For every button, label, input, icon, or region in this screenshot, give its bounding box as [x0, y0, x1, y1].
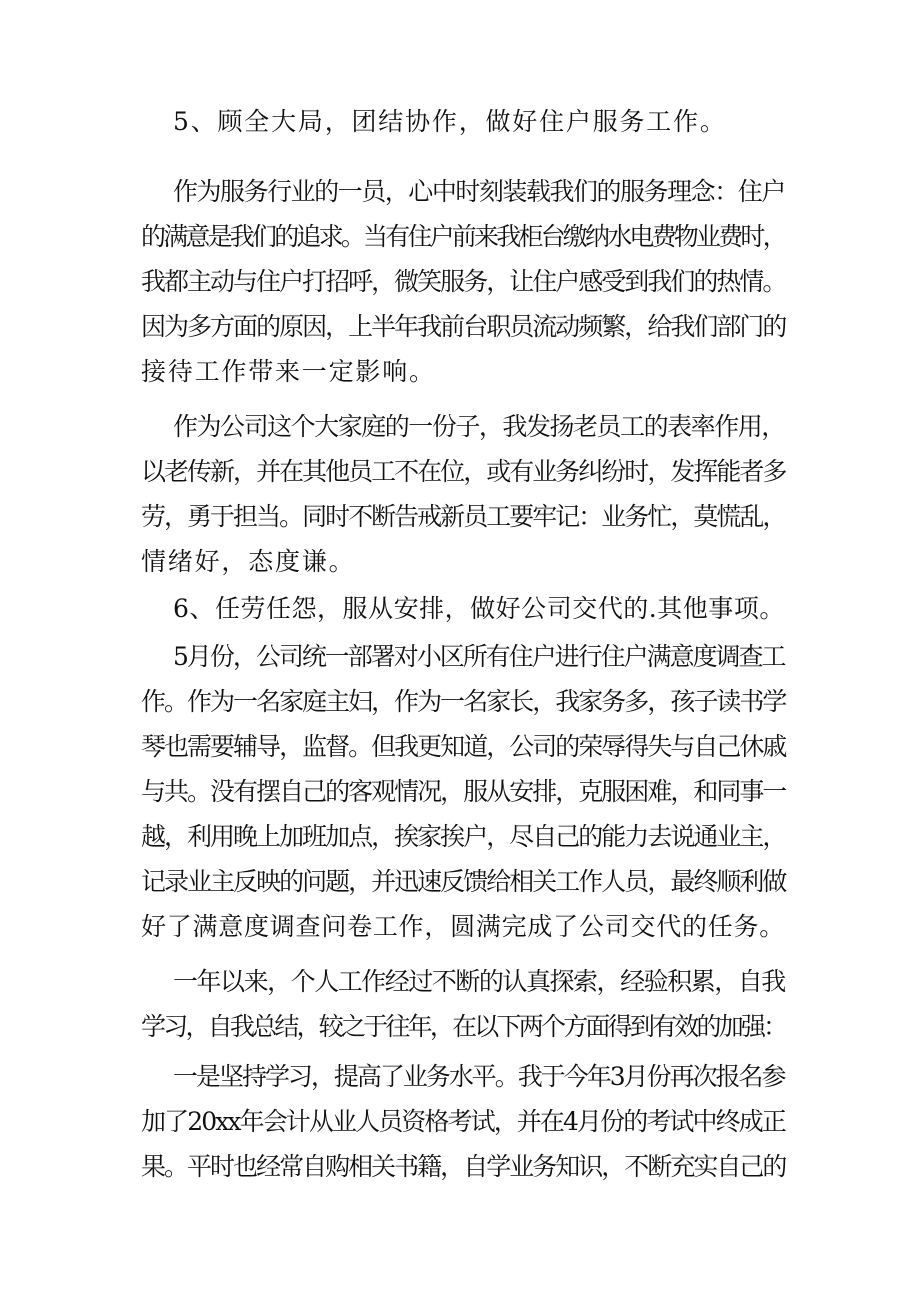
paragraph-line: 以老传新，并在其他员工不在位，或有业务纠纷时，发挥能者多 [141, 457, 786, 486]
section-heading-5: 5、顾全大局，团结协作，做好住户服务工作。 [173, 107, 727, 136]
paragraph-line: 记录业主反映的问题，并迅速反馈给相关工作人员，最终顺利做 [141, 867, 786, 896]
paragraph-line: 我都主动与住户打招呼，微笑服务，让住户感受到我们的热情。 [141, 267, 786, 296]
paragraph-line: 琴也需要辅导，监督。但我更知道，公司的荣辱得失与自己休戚 [141, 732, 786, 761]
paragraph-line: 的满意是我们的追求。当有住户前来我柜台缴纳水电费物业费时， [141, 222, 785, 251]
paragraph-line: 作为公司这个大家庭的一份子，我发扬老员工的表率作用， [173, 412, 785, 441]
paragraph-line: 加了20xx年会计从业人员资格考试，并在4月份的考试中终成正 [141, 1107, 785, 1136]
paragraph-line: 5月份，公司统一部署对小区所有住户进行住户满意度调查工 [173, 642, 785, 671]
paragraph-line: 作。作为一名家庭主妇，作为一名家长，我家务多，孩子读书学 [141, 687, 786, 716]
paragraph-line: 越，利用晚上加班加点，挨家挨户，尽自己的能力去说通业主， [141, 822, 786, 851]
paragraph-line: 因为多方面的原因，上半年我前台职员流动频繁，给我们部门的 [141, 312, 786, 341]
paragraph-line: 接待工作带来一定影响。 [141, 357, 436, 386]
paragraph-line: 情绪好，态度谦。 [141, 547, 356, 576]
paragraph-line: 作为服务行业的一员，心中时刻装载我们的服务理念：住户 [173, 177, 785, 206]
paragraph-line: 学习，自我总结，较之于往年，在以下两个方面得到有效的加强： [141, 1012, 786, 1041]
paragraph-line: 一是坚持学习，提高了业务水平。我于今年3月份再次报名参 [173, 1062, 785, 1091]
paragraph-line: 果。平时也经常自购相关书籍，自学业务知识，不断充实自己的 [141, 1152, 786, 1181]
paragraph-line: 劳，勇于担当。同时不断告戒新员工要牢记：业务忙，莫慌乱， [141, 502, 786, 531]
section-heading-6: 6、任劳任怨，服从安排，做好公司交代的.其他事项。 [173, 594, 785, 623]
paragraph-line: 一年以来，个人工作经过不断的认真探索，经验积累，自我 [173, 967, 785, 996]
paragraph-line: 与共。没有摆自己的客观情况，服从安排，克服困难，和同事一 [141, 777, 786, 806]
paragraph-line: 好了满意度调查问卷工作，圆满完成了公司交代的任务。 [141, 912, 786, 941]
